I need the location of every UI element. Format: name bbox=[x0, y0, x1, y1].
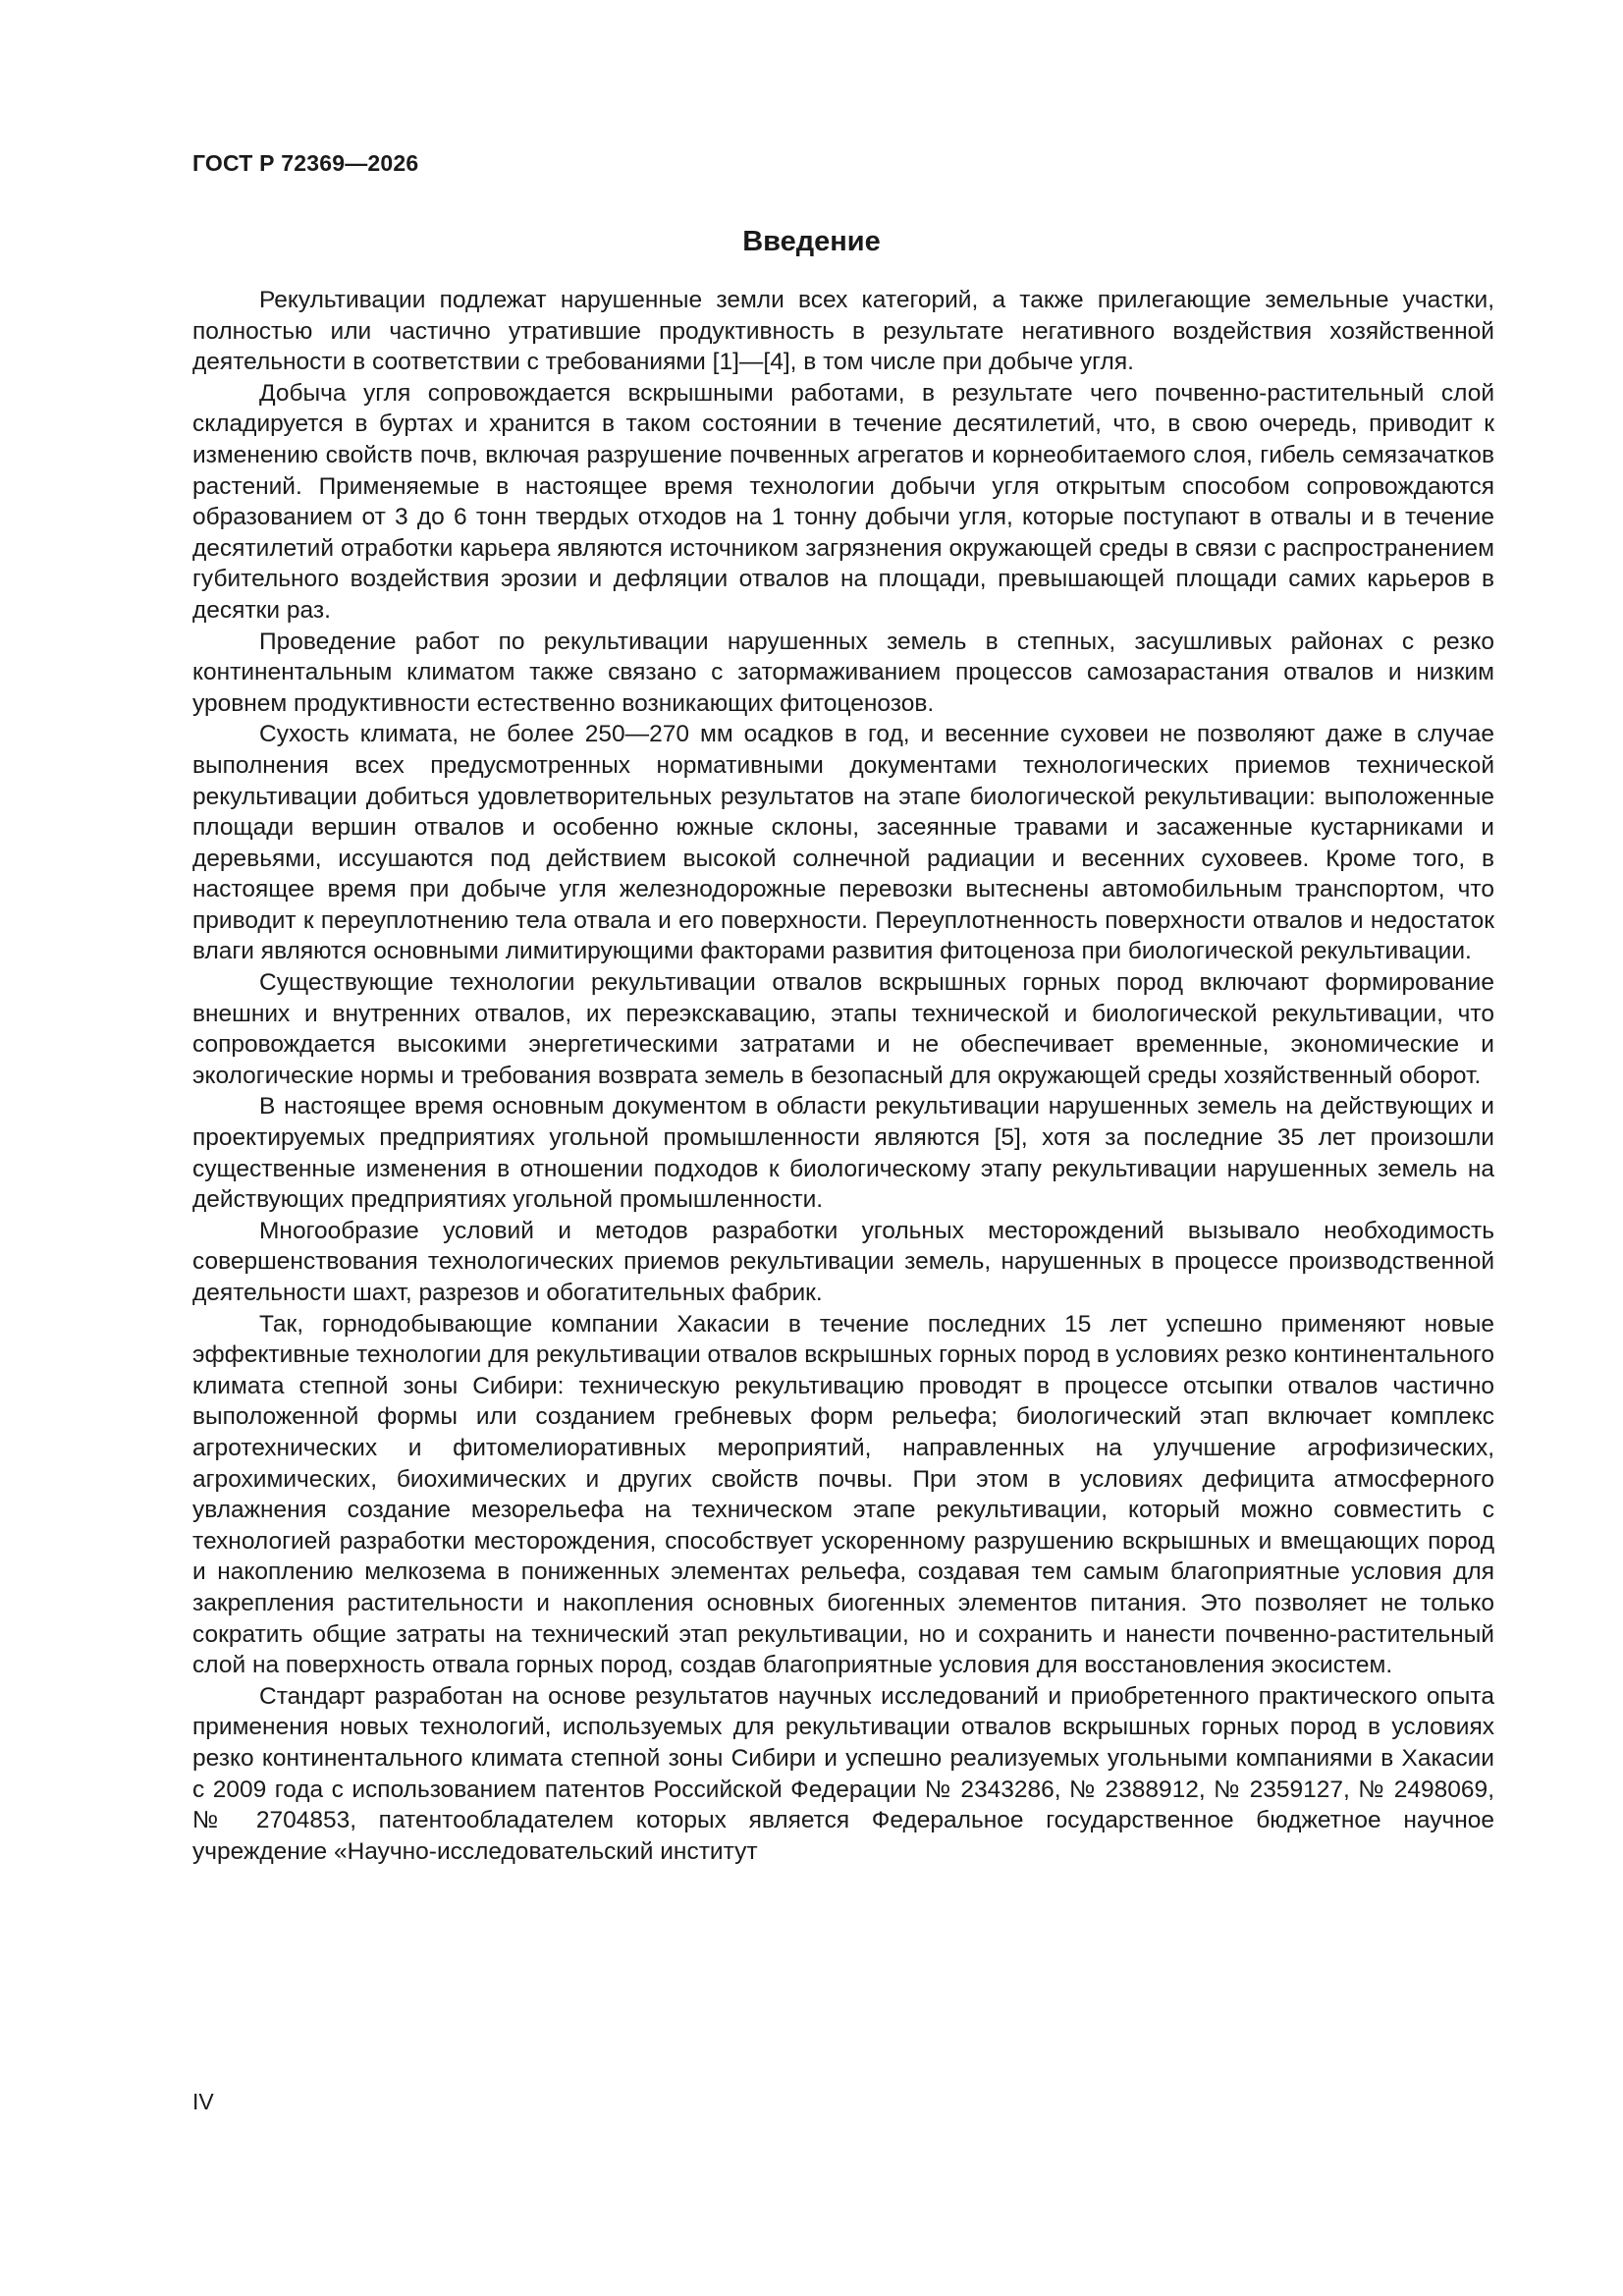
paragraph: Существующие технологии рекультивации отвалов вскрышных горных пород включают формирование внешних и внутренних отвалов, их переэкскавацию, этапы технической и биологической рекультивации, что сопровождается высокими энергетическими затратами и не обеспечивает временные, экономические и экологические нормы и требования возврата земель в безопасный для окружающей среды хозяйственный оборот. bbox=[192, 969, 1494, 1089]
paragraph: Стандарт разработан на основе результатов научных исследований и приобретенного практического опыта применения новых технологий, используемых для рекультивации отвалов вскрышных горных пород в условиях резко континентального климата степной зоны Сибири и успешно реализуемых угольными компаниями в Хакасии с 2009 года с использованием патентов Российской Федерации № 2343286, № 2388912, № 2359127, № 2498069, № 2704853, патентообладателем которых является Федеральное государственное бюджетное научное учреждение «Научно-исследовательский институт bbox=[192, 1682, 1494, 1865]
document-code: ГОСТ Р 72369—2026 bbox=[192, 150, 419, 176]
paragraph: Так, горнодобывающие компании Хакасии в течение последних 15 лет успешно применяют новые эффективные технологии для рекультивации отвалов вскрышных горных пород в условиях резко континентального климата степной зоны Сибири: техническую рекультивацию проводят в процессе отсыпки отвалов частично выположенной формы или созданием гребневых форм рельефа; биологический этап включает комплекс агротехнических и фитомелиоративных мероприятий, направленных на улучшение агрофизических, агрохимических, биохимических и других свойств почвы. При этом в условиях дефицита атмосферного увлажнения создание мезорельефа на техническом этапе рекультивации, который можно совместить с технологией разработки месторождения, способствует ускоренному разрушению вскрышных и вмещающих пород и накоплению мелкозема в пониженных элементах рельефа, создавая тем самым благоприятные условия для закрепления растительности и накопления основных биогенных элементов питания. Это позволяет не только сократить общие затраты на технический этап рекультивации, но и сохранить и нанести почвенно-растительный слой на поверхность отвала горных пород, создав благоприятные условия для восстановления экосистем. bbox=[192, 1310, 1494, 1679]
page-number: IV bbox=[192, 2089, 214, 2114]
section-title: Введение bbox=[742, 226, 881, 257]
paragraph: Сухость климата, не более 250—270 мм осадков в год, и весенние суховеи не позволяют даже в случае выполнения всех предусмотренных нормативными документами технологических приемов технической рекультивации добиться удовлетворительных результатов на этапе биологической рекультивации: выположенные площади вершин отвалов и особенно южные склоны, засеянные травами и засаженные кустарниками и деревьями, иссушаются под действием высокой солнечной радиации и весенних суховеев. Кроме того, в настоящее время при добыче угля железнодорожные перевозки вытеснены автомобильным транспортом, что приводит к переуплотнению тела отвала и его поверхности. Переуплотненность поверхности отвалов и недостаток влаги являются основными лимитирующими факторами развития фитоценоза при биологической рекультивации. bbox=[192, 721, 1494, 965]
paragraph: Проведение работ по рекультивации нарушенных земель в степных, засушливых районах с резко континентальным климатом также связано с затормаживанием процессов самозарастания отвалов и низким уровнем продуктивности естественно возникающих фитоценозов. bbox=[192, 628, 1494, 717]
paragraph: Добыча угля сопровождается вскрышными работами, в результате чего почвенно-растительный слой складируется в буртах и хранится в таком состоянии в течение десятилетий, что, в свою очередь, приводит к изменению свойств почв, включая разрушение почвенных агрегатов и корнеобитаемого слоя, гибель семязачатков растений. Применяемые в настоящее время технологии добычи угля открытым способом сопровождаются образованием от 3 до 6 тонн твердых отходов на 1 тонну добычи угля, которые поступают в отвалы и в течение десятилетий отработки карьера являются источником загрязнения окружающей среды в связи с распространением губительного воздействия эрозии и дефляции отвалов на площади, превышающей площади самих карьеров в десятки раз. bbox=[192, 379, 1494, 624]
paragraph: В настоящее время основным документом в области рекультивации нарушенных земель на действующих и проектируемых предприятиях угольной промышленности являются [5], хотя за последние 35 лет произошли существенные изменения в отношении подходов к биологическому этапу рекультивации нарушенных земель на действующих предприятиях угольной промышленности. bbox=[192, 1093, 1494, 1214]
body-text bbox=[192, 285, 1494, 1867]
paragraph: Многообразие условий и методов разработки угольных месторождений вызывало необходимость совершенствования технологических приемов рекультивации земель, нарушенных в процессе производственной деятельности шахт, разрезов и обогатительных фабрик. bbox=[192, 1217, 1494, 1306]
paragraph: Рекультивации подлежат нарушенные земли всех категорий, а также прилегающие земельные участки, полностью или частично утратившие продуктивность в результате негативного воздействия хозяйственной деятельности в соответствии с требованиями [1]—[4], в том числе при добыче угля. bbox=[192, 287, 1494, 376]
